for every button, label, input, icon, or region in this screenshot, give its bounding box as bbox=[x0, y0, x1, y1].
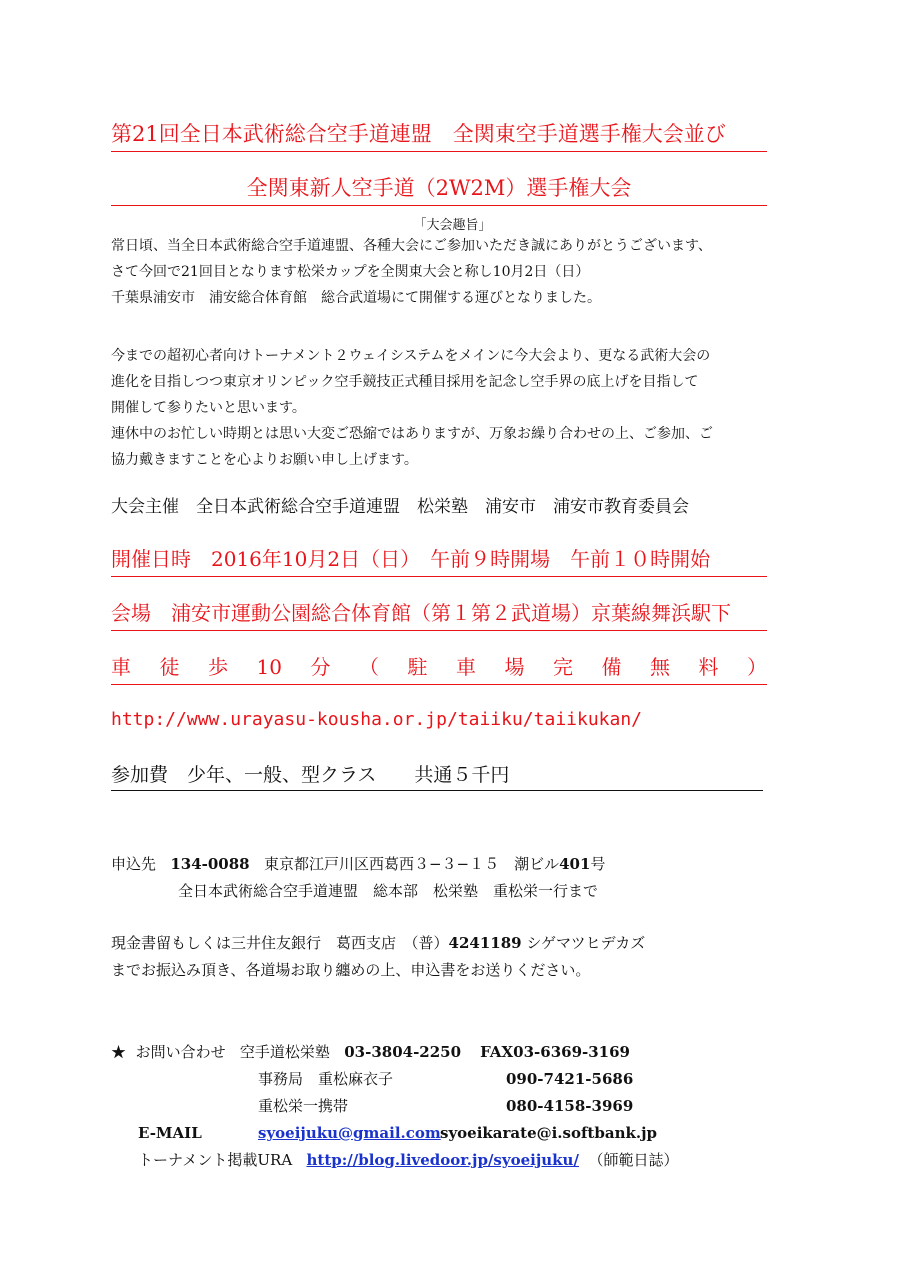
office-phone: 090-7421-5686 bbox=[506, 1070, 634, 1088]
participation-fee: 参加費 少年、一般、型クラス 共通５千円 bbox=[111, 761, 763, 791]
event-access bbox=[111, 652, 767, 685]
access-char: （ bbox=[358, 655, 379, 679]
room-number: 401 bbox=[559, 855, 591, 873]
fax-number: FAX03-6369-3169 bbox=[480, 1043, 630, 1061]
intro-line-2: さて今回で21回目となります松栄カップを全関東大会と称し10月2日（日） bbox=[111, 264, 590, 280]
section-heading: 「大会趣旨」 bbox=[413, 218, 492, 233]
access-char: 車 bbox=[111, 655, 131, 679]
office-label: 事務局 重松麻衣子 bbox=[258, 1070, 394, 1088]
access-char: 10 bbox=[256, 655, 282, 679]
application-address: 東京都江戸川区西葛西３−３−１５ 潮ビル bbox=[263, 855, 560, 873]
contact-label: お問い合わせ bbox=[135, 1043, 226, 1061]
star-icon: ★ bbox=[111, 1043, 127, 1061]
body-line-1: 今までの超初心者向けトーナメント２ウェイシステムをメインに今大会より、更なる武術大会の bbox=[111, 348, 711, 364]
intro-line-1: 常日頃、当全日本武術総合空手道連盟、各種大会にご参加いただき誠にありがとうございます、 bbox=[111, 238, 712, 254]
access-char: 車 bbox=[455, 655, 476, 679]
payment-line-2: までお振込み頂き、各道場お取り纏めの上、申込書をお送りください。 bbox=[111, 961, 591, 979]
application-line-1 bbox=[111, 853, 605, 875]
application-label: 申込先 bbox=[111, 855, 157, 873]
access-char: ） bbox=[746, 655, 767, 679]
account-number: 4241189 bbox=[448, 934, 522, 952]
host-organizations: 大会主催 全日本武術総合空手道連盟 松栄塾 浦安市 浦安市教育委員会 bbox=[111, 497, 689, 517]
access-char: 完 bbox=[552, 655, 573, 679]
blog-note: （師範日誌） bbox=[588, 1151, 679, 1169]
application-line-2: 全日本武術総合空手道連盟 総本部 松栄塾 重松栄一行まで bbox=[178, 882, 599, 900]
blog-line bbox=[138, 1149, 679, 1171]
body-line-4: 連休中のお忙しい時期とは思い大変ご恐縮ではありますが、万象お繰り合わせの上、ご参加、ご bbox=[111, 426, 713, 442]
mobile-label: 重松栄一携帯 bbox=[258, 1097, 349, 1115]
payment-line-1 bbox=[111, 932, 645, 954]
access-char: 料 bbox=[698, 655, 719, 679]
intro-line-3: 千葉県浦安市 浦安総合体育館 総合武道場にて開催する運びとなりました。 bbox=[111, 290, 601, 306]
dojo-phone: 03-3804-2250 bbox=[344, 1043, 462, 1061]
blog-url-link[interactable]: http://blog.livedoor.jp/syoeijuku/ bbox=[306, 1151, 579, 1169]
email-secondary: syoeikarate@i.softbank.jp bbox=[440, 1124, 658, 1142]
mobile-phone: 080-4158-3969 bbox=[506, 1097, 634, 1115]
access-char: 歩 bbox=[208, 655, 228, 679]
contact-line-1 bbox=[111, 1041, 630, 1063]
title-line-2: 全関東新人空手道（2W2M）選手権大会 bbox=[111, 173, 767, 206]
email-link-primary[interactable]: syoeijuku@gmail.com bbox=[258, 1124, 441, 1142]
access-char: 分 bbox=[310, 655, 331, 679]
account-holder: シゲマツヒデカズ bbox=[526, 934, 646, 952]
access-char: 場 bbox=[504, 655, 525, 679]
event-datetime: 開催日時 2016年10月2日（日） 午前９時開場 午前１０時開始 bbox=[111, 544, 767, 577]
room-suffix: 号 bbox=[590, 855, 606, 873]
body-line-5: 協力戴きますことを心よりお願い申し上げます。 bbox=[111, 452, 418, 468]
postal-code: 134-0088 bbox=[170, 855, 250, 873]
title-line-1: 第21回全日本武術総合空手道連盟 全関東空手道選手権大会並び bbox=[111, 119, 767, 152]
payment-bank: 現金書留もしくは三井住友銀行 葛西支店 （普） bbox=[111, 934, 449, 952]
blog-label: トーナメント掲載URA bbox=[138, 1151, 293, 1169]
venue-url-link[interactable]: http://www.urayasu-kousha.or.jp/taiiku/taiikukan/ bbox=[111, 709, 643, 730]
access-char: 駐 bbox=[407, 655, 428, 679]
body-line-2: 進化を目指しつつ東京オリンピック空手競技正式種目採用を記念し空手界の底上げを目指して bbox=[111, 374, 699, 390]
access-char: 備 bbox=[601, 655, 622, 679]
body-line-3: 開催して参りたいと思います。 bbox=[111, 400, 306, 416]
dojo-name: 空手道松栄塾 bbox=[239, 1043, 330, 1061]
event-venue: 会場 浦安市運動公園総合体育館（第１第２武道場）京葉線舞浜駅下 bbox=[111, 598, 767, 631]
access-char: 無 bbox=[649, 655, 670, 679]
access-char: 徒 bbox=[159, 655, 180, 679]
email-label: E-MAIL bbox=[138, 1124, 202, 1142]
